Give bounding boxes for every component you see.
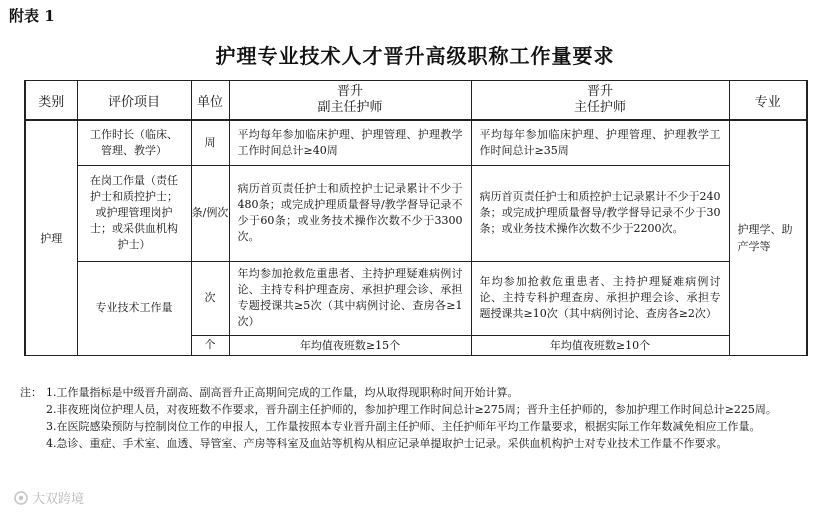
header-deputy-line1: 晋升 bbox=[336, 84, 363, 99]
appendix-label: 附表 1 bbox=[9, 7, 55, 25]
watermark bbox=[14, 488, 84, 507]
item-cell: 工作时长（临床、管理、教学） bbox=[77, 120, 191, 165]
item-cell: 专业技术工作量 bbox=[77, 261, 191, 355]
header-chief bbox=[471, 81, 729, 121]
deputy-requirement-cell: 平均每年参加临床护理、护理管理、护理教学工作时间总计≥40周 bbox=[229, 120, 471, 165]
note-text: 3.在医院感染预防与控制岗位工作的申报人，工作量按照本专业晋升副主任护师、主任护师年平均工作量要求，根据实际工作年数减免相应工作量。 bbox=[46, 420, 761, 433]
category-cell: 护理 bbox=[25, 120, 77, 355]
notes-section bbox=[20, 384, 810, 452]
note-text: 1.工作量指标是中级晋升副高、副高晋升正高期间完成的工作量，均从取得现职称时间开始计算。 bbox=[46, 386, 519, 399]
note-text: 4.急诊、重症、手术室、血透、导管室、产房等科室及血站等机构从相应记录单提取护士记录。采供血机构护士对专业技术工作量不作要求。 bbox=[46, 437, 728, 450]
table-row bbox=[25, 165, 807, 261]
header-major: 专业 bbox=[729, 81, 807, 121]
header-item: 评价项目 bbox=[77, 81, 191, 121]
note-prefix bbox=[20, 435, 46, 452]
deputy-requirement-cell: 年均参加抢救危重患者、主持护理疑难病例讨论、主持专科护理查房、承担护理会诊、承担专题授课共≥5次（其中病例讨论、查房各≥1次） bbox=[229, 261, 471, 335]
item-cell: 在岗工作量（责任护士和质控护士；或护理管理岗护士；或采供血机构护士） bbox=[77, 165, 191, 261]
page-title: 护理专业技术人才晋升高级职称工作量要求 bbox=[215, 44, 615, 68]
header-chief-line2: 主任护师 bbox=[573, 100, 626, 115]
major-cell: 护理学、助产学等 bbox=[729, 120, 807, 355]
deputy-requirement-cell: 病历首页责任护士和质控护士记录累计不少于480条；或完成护理质量督导/教学督导记录不少于60条；或业务技术操作次数不少于3300次。 bbox=[229, 165, 471, 261]
watermark-logo-icon bbox=[14, 491, 28, 505]
note-item bbox=[20, 384, 810, 401]
unit-cell: 周 bbox=[191, 120, 229, 165]
table-header-row bbox=[25, 81, 807, 121]
chief-requirement-cell: 平均每年参加临床护理、护理管理、护理教学工作时间总计≥35周 bbox=[471, 120, 729, 165]
header-chief-line1: 晋升 bbox=[586, 84, 613, 99]
workload-table bbox=[24, 80, 808, 356]
note-item bbox=[20, 401, 810, 418]
table-row bbox=[25, 261, 807, 335]
table-row bbox=[25, 120, 807, 165]
unit-cell: 条/例次 bbox=[191, 165, 229, 261]
header-unit: 单位 bbox=[191, 81, 229, 121]
note-prefix bbox=[20, 401, 46, 418]
chief-requirement-cell: 病历首页责任护士和质控护士记录累计不少于240条；或完成护理质量督导/教学督导记录不少于30条；或业务技术操作次数不少于2200次。 bbox=[471, 165, 729, 261]
header-deputy-line2: 副主任护师 bbox=[317, 100, 383, 115]
note-item bbox=[20, 435, 810, 452]
note-prefix: 注： bbox=[20, 386, 42, 399]
chief-requirement-cell: 年均值夜班数≥10个 bbox=[471, 335, 729, 355]
deputy-requirement-cell: 年均值夜班数≥15个 bbox=[229, 335, 471, 355]
unit-cell: 次 bbox=[191, 261, 229, 335]
note-item bbox=[20, 418, 810, 435]
note-text: 2.非夜班岗位护理人员，对夜班数不作要求，晋升副主任护师的，参加护理工作时间总计≥275周；晋升主任护师的，参加护理工作时间总计≥225周。 bbox=[46, 403, 777, 416]
watermark-text: 大双跨境 bbox=[32, 492, 85, 507]
unit-cell: 个 bbox=[191, 335, 229, 355]
header-deputy bbox=[229, 81, 471, 121]
note-prefix bbox=[20, 418, 46, 435]
header-category: 类别 bbox=[25, 81, 77, 121]
chief-requirement-cell: 年均参加抢救危重患者、主持护理疑难病例讨论、主持专科护理查房、承担护理会诊、承担专题授课共≥10次（其中病例讨论、查房各≥2次） bbox=[471, 261, 729, 335]
